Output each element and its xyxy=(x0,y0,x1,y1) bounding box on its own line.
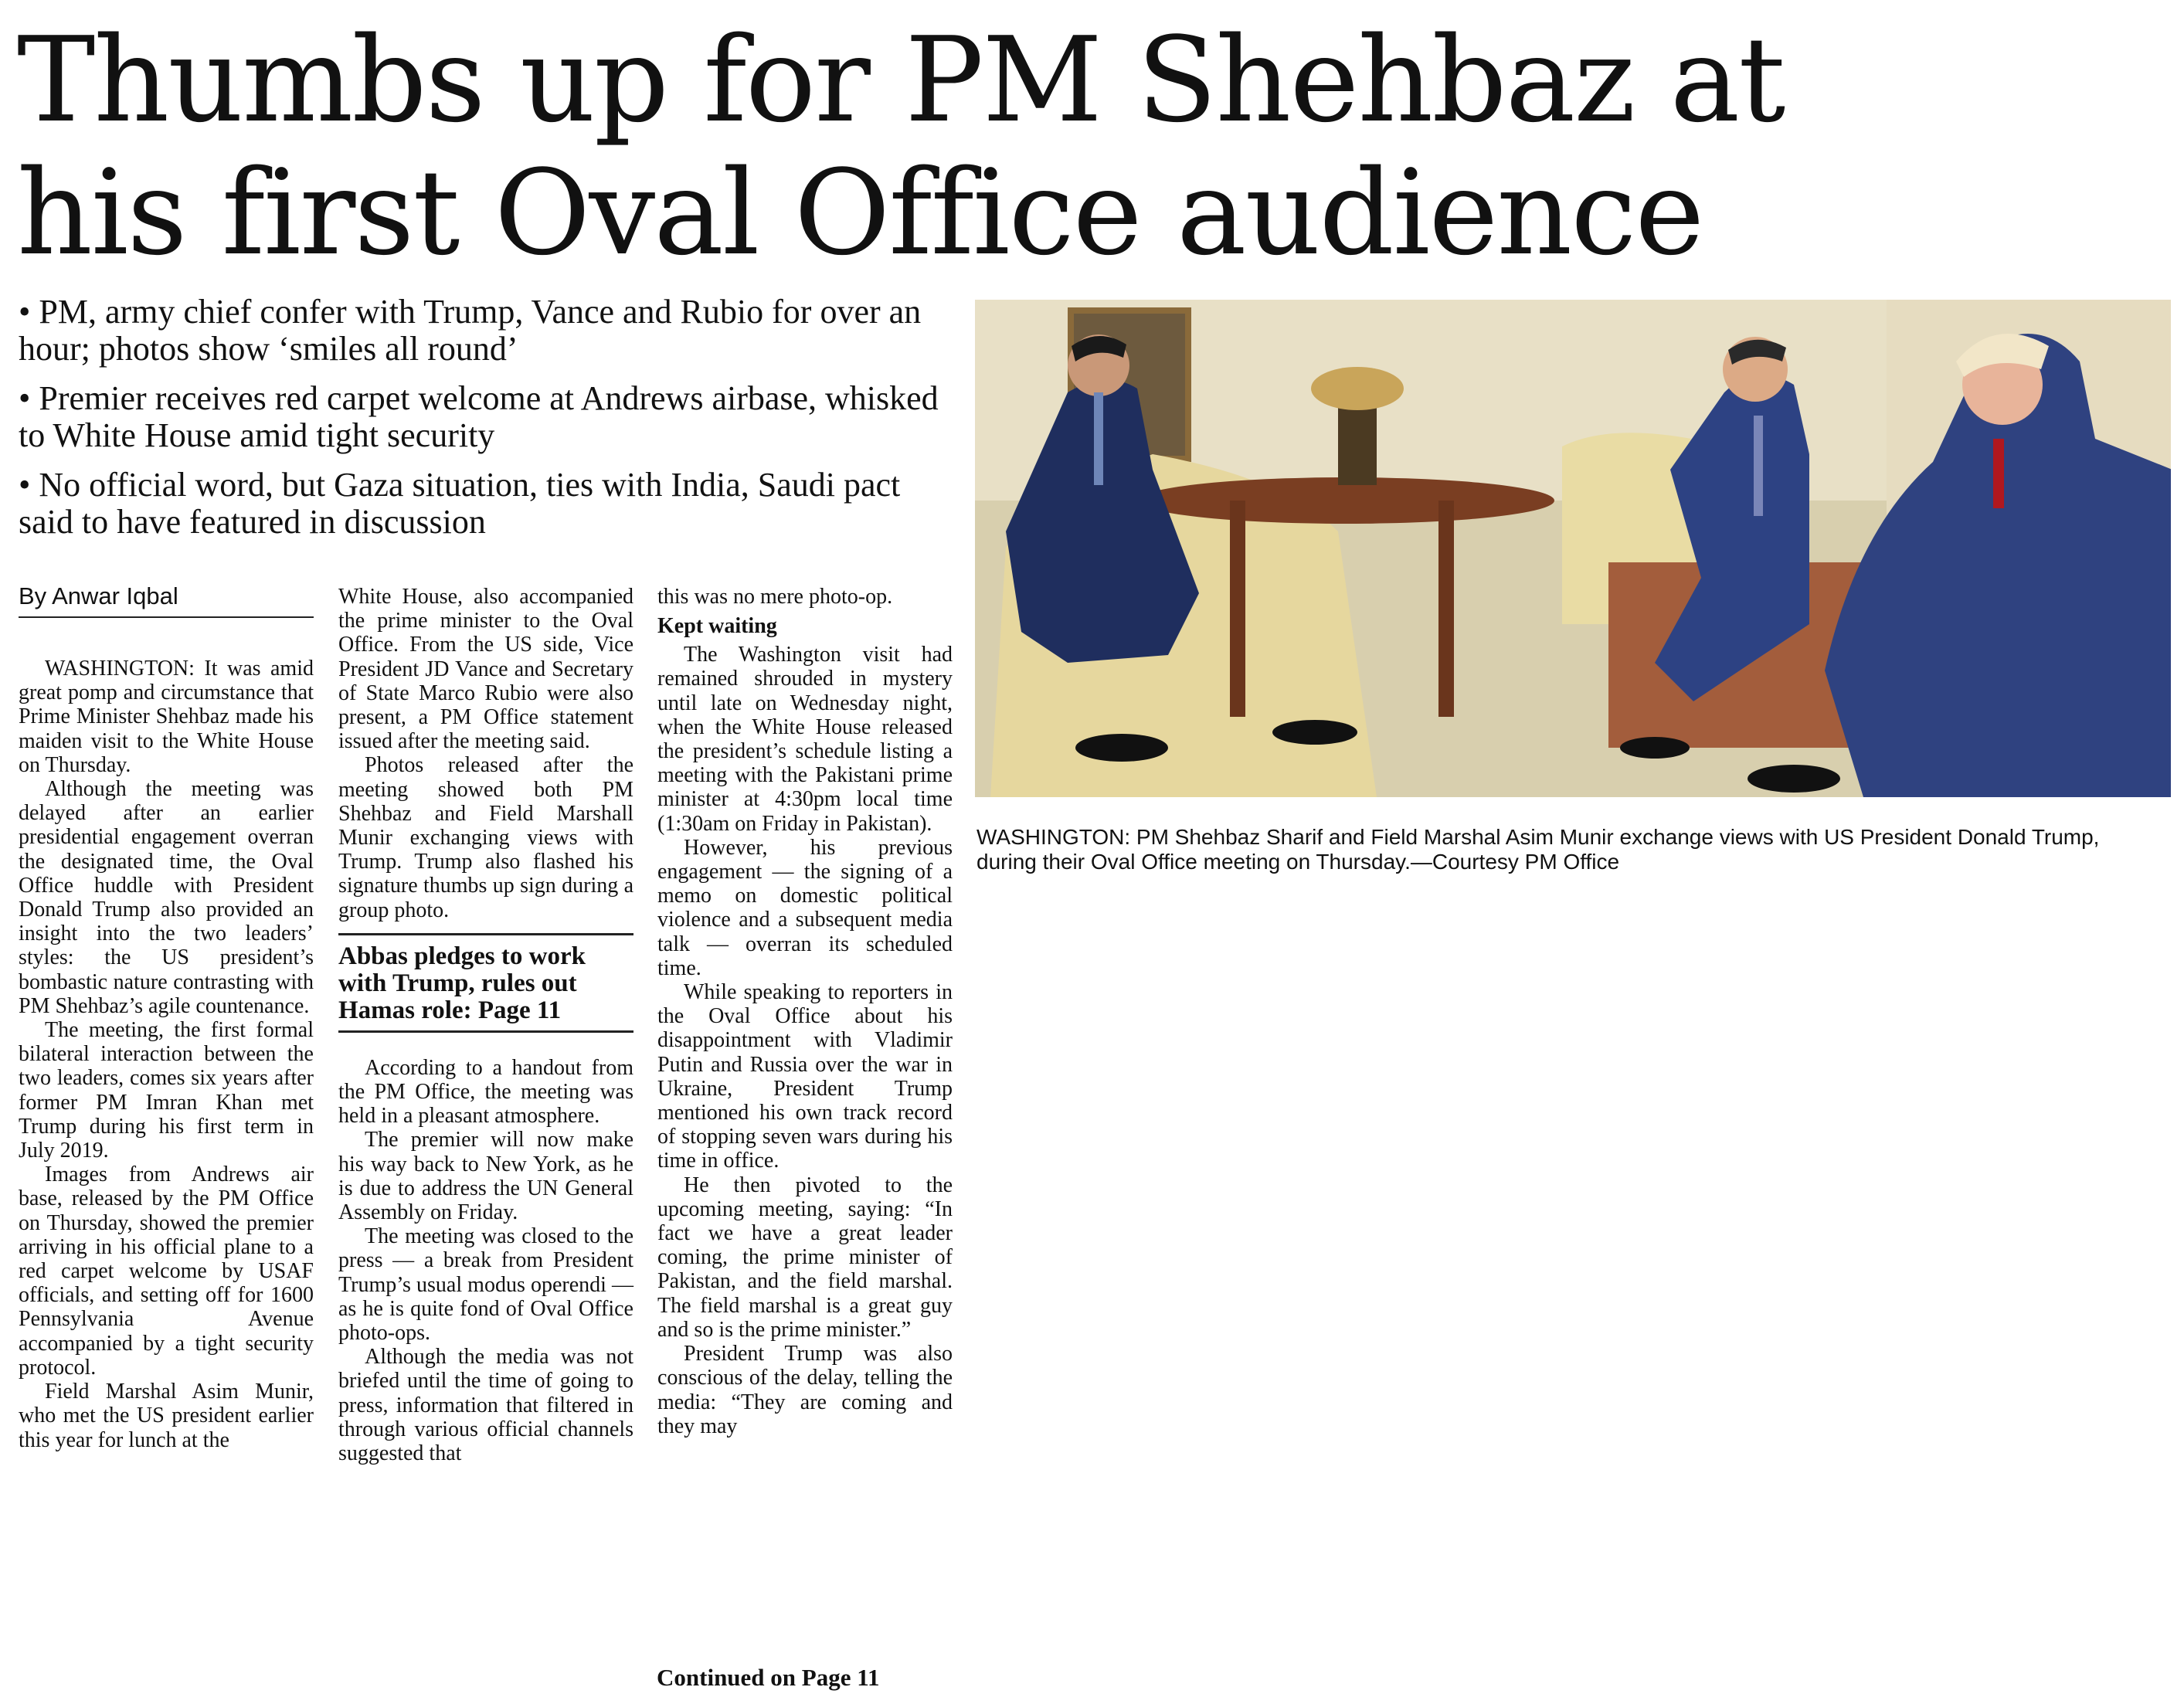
paragraph: The meeting, the first formal bilateral interaction between the two leaders, comes six years after former PM Imran Khan met Trump during his first term in July 2019. xyxy=(19,1018,314,1163)
bullet-1: • PM, army chief confer with Trump, Vance and Rubio for over an hour; photos show ‘smiles all round’ xyxy=(19,293,922,368)
photo-caption: WASHINGTON: PM Shehbaz Sharif and Field Marshal Asim Munir exchange views with US President Donald Trump, during their Oval Office meeting on Thursday.—Courtesy PM Office xyxy=(977,825,2100,874)
paragraph: President Trump was also conscious of the delay, telling the media: “They are coming and they may xyxy=(657,1342,953,1438)
bullet-3: • No official word, but Gaza situation, ties with India, Saudi pact said to have featured in discussion xyxy=(19,466,901,541)
article-column-3 xyxy=(657,585,953,1438)
byline: By Anwar Iqbal xyxy=(19,582,314,618)
subhead-kept-waiting: Kept waiting xyxy=(657,614,777,639)
paragraph: White House, also accompanied the prime minister to the Oval Office. From the US side, Vice President JD Vance and Secretary of State Marco Rubio were also present, a PM Office statement issued after the meeting said. xyxy=(338,585,633,754)
oval-office-photo xyxy=(975,300,2171,797)
paragraph: WASHINGTON: It was amid great pomp and circumstance that Prime Minister Shehbaz made his maiden visit to the White House on Thursday. xyxy=(19,657,314,777)
article-column-1 xyxy=(19,657,314,1452)
headline xyxy=(17,14,1871,280)
paragraph: The Washington visit had remained shrouded in mystery until late on Wednesday night, when the White House released the president’s schedule listing a meeting with the Pakistani prime minister at 4:30pm local time (1:30am on Friday in Pakistan). xyxy=(657,643,953,836)
related-story-box: Abbas pledges to work with Trump, rules out Hamas role: Page 11 xyxy=(338,933,633,1033)
paragraph: He then pivoted to the upcoming meeting, saying: “In fact we have a great leader coming, the prime minister of Pakistan, and the field marshal. The field marshal is a great guy and so is the prime minister.” xyxy=(657,1173,953,1342)
paragraph: Images from Andrews air base, released by the PM Office on Thursday, showed the premier arriving in his official plane to a red carpet welcome by USAF officials, and setting off for 1600 Pennsylvania Avenue accompanied by a tight security protocol. xyxy=(19,1163,314,1380)
continued-link[interactable]: Continued on Page 11 xyxy=(657,1664,880,1691)
paragraph: While speaking to reporters in the Oval Office about his disappointment with Vladimir Putin and Russia over the war in Ukraine, President Trump mentioned his own track record of stopping seven wars during his time in office. xyxy=(657,980,953,1173)
summary-bullets xyxy=(19,294,946,553)
article-column-2 xyxy=(338,585,633,1465)
paragraph: According to a handout from the PM Office, the meeting was held in a pleasant atmosphere. xyxy=(338,1055,633,1129)
paragraph: The meeting was closed to the press — a break from President Trump’s usual modus operendi — as he is quite fond of Oval Office photo-ops. xyxy=(338,1224,633,1346)
paragraph: The premier will now make his way back to New York, as he is due to address the UN General Assembly on Friday. xyxy=(338,1128,633,1225)
paragraph: Although the media was not briefed until the time of going to press, information that filtered in through various official channels suggested that xyxy=(338,1345,633,1466)
headline-line-2: his first Oval Office audience xyxy=(17,144,1703,281)
paragraph: Photos released after the meeting showed both PM Shehbaz and Field Marshall Munir exchanging views with Trump. Trump also flashed his signature thumbs up sign during a group photo. xyxy=(338,753,633,922)
paragraph: Although the meeting was delayed after an earlier presidential engagement overran the designated time, the Oval Office huddle with President Donald Trump also provided an insight into the two leaders’ styles: the US president’s bombastic nature contrasting with PM Shehbaz’s agile countenance. xyxy=(19,777,314,1018)
paragraph: this was no mere photo-op. xyxy=(657,585,893,609)
bullet-2: • Premier receives red carpet welcome at Andrews airbase, whisked to White House amid tight security xyxy=(19,379,939,454)
paragraph: Field Marshal Asim Munir, who met the US president earlier this year for lunch at the xyxy=(19,1380,314,1452)
headline-line-1: Thumbs up for PM Shehbaz at xyxy=(17,12,1785,148)
paragraph: However, his previous engagement — the signing of a memo on domestic political violence and a subsequent media talk — overran its scheduled time. xyxy=(657,835,953,980)
photo-illustration xyxy=(975,300,2171,797)
